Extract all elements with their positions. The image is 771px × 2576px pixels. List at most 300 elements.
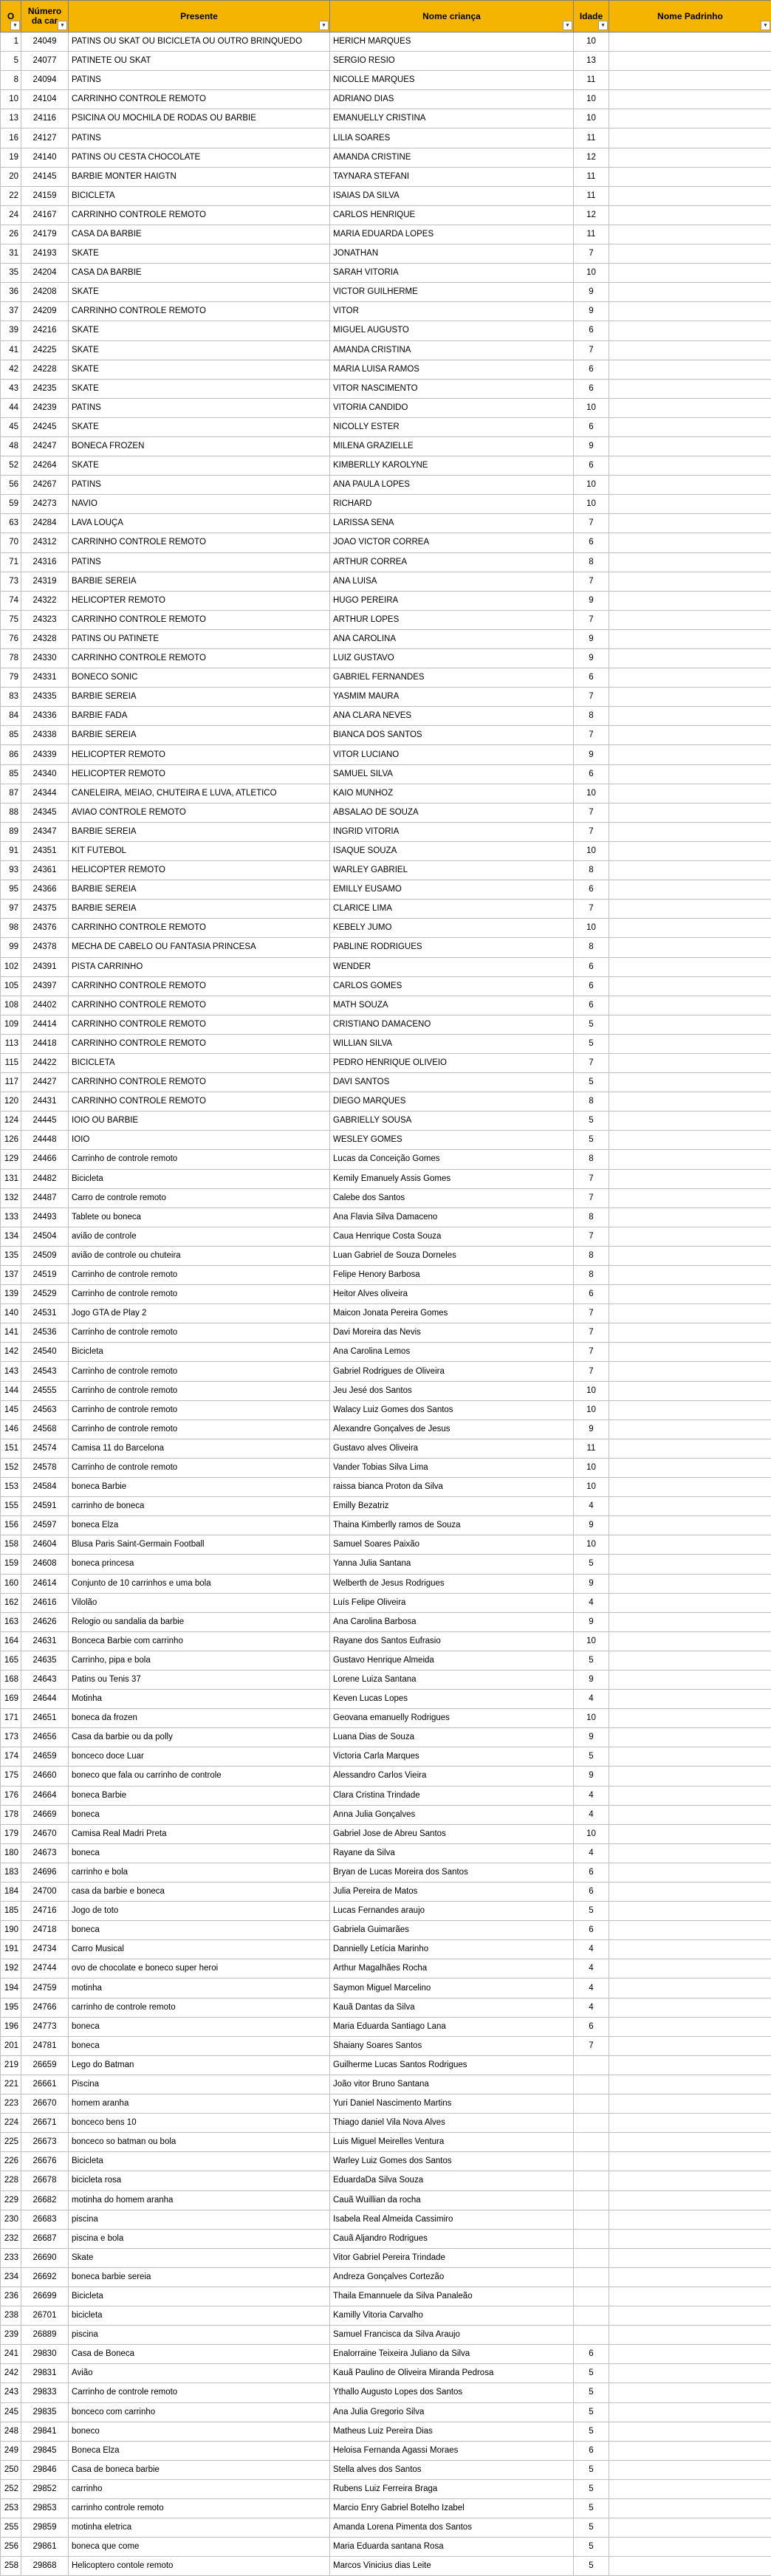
cell-child[interactable]: Maria Eduarda Santiago Lana bbox=[330, 2017, 574, 2036]
cell-godparent[interactable] bbox=[609, 302, 771, 321]
cell-number[interactable]: 24448 bbox=[21, 1131, 69, 1150]
cell-age[interactable]: 11 bbox=[574, 186, 609, 205]
cell-child[interactable]: EMILLY EUSAMO bbox=[330, 880, 574, 900]
cell-gift[interactable]: CARRINHO CONTROLE REMOTO bbox=[69, 649, 330, 668]
cell-godparent[interactable] bbox=[609, 1053, 771, 1072]
cell-order[interactable]: 242 bbox=[1, 2364, 21, 2383]
cell-age[interactable]: 6 bbox=[574, 2345, 609, 2364]
table-row[interactable] bbox=[1, 919, 771, 938]
cell-number[interactable]: 24664 bbox=[21, 1786, 69, 1805]
cell-number[interactable]: 26699 bbox=[21, 2286, 69, 2306]
cell-number[interactable]: 24584 bbox=[21, 1478, 69, 1497]
cell-child[interactable]: DIEGO MARQUES bbox=[330, 1092, 574, 1111]
cell-order[interactable]: 137 bbox=[1, 1266, 21, 1285]
cell-child[interactable]: ANA CAROLINA bbox=[330, 629, 574, 648]
cell-order[interactable]: 140 bbox=[1, 1304, 21, 1323]
cell-godparent[interactable] bbox=[609, 2133, 771, 2152]
cell-gift[interactable]: PSICINA OU MOCHILA DE RODAS OU BARBIE bbox=[69, 109, 330, 129]
cell-godparent[interactable] bbox=[609, 2094, 771, 2114]
cell-order[interactable]: 236 bbox=[1, 2286, 21, 2306]
table-row[interactable] bbox=[1, 225, 771, 244]
cell-age[interactable]: 7 bbox=[574, 688, 609, 707]
cell-age[interactable]: 4 bbox=[574, 1593, 609, 1612]
cell-child[interactable]: Gabriela Guimarães bbox=[330, 1921, 574, 1940]
cell-order[interactable]: 63 bbox=[1, 514, 21, 533]
table-row[interactable] bbox=[1, 1150, 771, 1169]
cell-child[interactable]: Vander Tobias Silva Lima bbox=[330, 1458, 574, 1477]
table-row[interactable] bbox=[1, 2229, 771, 2248]
cell-child[interactable]: WESLEY GOMES bbox=[330, 1131, 574, 1150]
cell-child[interactable]: Ana Carolina Lemos bbox=[330, 1343, 574, 1362]
cell-gift[interactable]: CASA DA BARBIE bbox=[69, 225, 330, 244]
table-row[interactable] bbox=[1, 1092, 771, 1111]
cell-child[interactable]: Matheus Luiz Pereira Dias bbox=[330, 2422, 574, 2441]
cell-godparent[interactable] bbox=[609, 2422, 771, 2441]
cell-child[interactable]: MARIA EDUARDA LOPES bbox=[330, 225, 574, 244]
cell-godparent[interactable] bbox=[609, 1400, 771, 1419]
cell-child[interactable]: LILIA SOARES bbox=[330, 129, 574, 148]
cell-gift[interactable]: PATINS bbox=[69, 129, 330, 148]
cell-order[interactable]: 252 bbox=[1, 2479, 21, 2498]
cell-age[interactable]: 6 bbox=[574, 957, 609, 976]
table-row[interactable] bbox=[1, 2326, 771, 2345]
cell-child[interactable]: BIANCA DOS SANTOS bbox=[330, 726, 574, 745]
cell-gift[interactable]: IOIO bbox=[69, 1131, 330, 1150]
table-row[interactable] bbox=[1, 1767, 771, 1786]
cell-age[interactable]: 6 bbox=[574, 996, 609, 1015]
cell-age[interactable]: 7 bbox=[574, 726, 609, 745]
table-row[interactable] bbox=[1, 1824, 771, 1843]
cell-order[interactable]: 48 bbox=[1, 436, 21, 456]
cell-godparent[interactable] bbox=[609, 533, 771, 552]
cell-number[interactable]: 24391 bbox=[21, 957, 69, 976]
cell-order[interactable]: 176 bbox=[1, 1786, 21, 1805]
cell-age[interactable]: 8 bbox=[574, 1150, 609, 1169]
table-row[interactable] bbox=[1, 514, 771, 533]
table-row[interactable] bbox=[1, 2171, 771, 2190]
cell-age[interactable]: 6 bbox=[574, 2441, 609, 2460]
cell-age[interactable]: 5 bbox=[574, 1111, 609, 1131]
cell-number[interactable]: 24347 bbox=[21, 822, 69, 841]
cell-godparent[interactable] bbox=[609, 129, 771, 148]
cell-gift[interactable]: boneca Barbie bbox=[69, 1786, 330, 1805]
cell-godparent[interactable] bbox=[609, 2210, 771, 2229]
cell-age[interactable]: 6 bbox=[574, 1921, 609, 1940]
cell-order[interactable]: 59 bbox=[1, 495, 21, 514]
cell-gift[interactable]: SKATE bbox=[69, 340, 330, 360]
table-row[interactable] bbox=[1, 495, 771, 514]
cell-age[interactable]: 8 bbox=[574, 552, 609, 572]
cell-number[interactable]: 24127 bbox=[21, 129, 69, 148]
cell-number[interactable]: 24216 bbox=[21, 321, 69, 340]
cell-child[interactable]: Luan Gabriel de Souza Dorneles bbox=[330, 1246, 574, 1265]
cell-number[interactable]: 24094 bbox=[21, 71, 69, 90]
table-row[interactable] bbox=[1, 1169, 771, 1188]
cell-number[interactable]: 24781 bbox=[21, 2036, 69, 2055]
cell-age[interactable]: 4 bbox=[574, 1497, 609, 1516]
cell-godparent[interactable] bbox=[609, 1921, 771, 1940]
cell-godparent[interactable] bbox=[609, 167, 771, 186]
cell-age[interactable]: 7 bbox=[574, 1343, 609, 1362]
cell-child[interactable]: Geovana emanuelly Rodrigues bbox=[330, 1709, 574, 1728]
cell-godparent[interactable] bbox=[609, 1843, 771, 1863]
cell-number[interactable]: 24338 bbox=[21, 726, 69, 745]
cell-age[interactable]: 10 bbox=[574, 919, 609, 938]
cell-order[interactable]: 1 bbox=[1, 32, 21, 52]
cell-child[interactable]: Warley Luiz Gomes dos Santos bbox=[330, 2152, 574, 2171]
cell-order[interactable]: 258 bbox=[1, 2557, 21, 2576]
cell-number[interactable]: 24397 bbox=[21, 976, 69, 996]
cell-child[interactable]: WARLEY GABRIEL bbox=[330, 861, 574, 880]
cell-order[interactable]: 226 bbox=[1, 2152, 21, 2171]
cell-order[interactable]: 249 bbox=[1, 2441, 21, 2460]
cell-gift[interactable]: Patins ou Tenis 37 bbox=[69, 1670, 330, 1689]
cell-child[interactable]: Isabela Real Almeida Cassimiro bbox=[330, 2210, 574, 2229]
cell-order[interactable]: 35 bbox=[1, 264, 21, 283]
cell-order[interactable]: 250 bbox=[1, 2460, 21, 2479]
cell-order[interactable]: 175 bbox=[1, 1767, 21, 1786]
cell-age[interactable]: 7 bbox=[574, 822, 609, 841]
cell-gift[interactable]: CARRINHO CONTROLE REMOTO bbox=[69, 610, 330, 629]
cell-child[interactable]: Calebe dos Santos bbox=[330, 1188, 574, 1208]
table-row[interactable] bbox=[1, 552, 771, 572]
cell-gift[interactable]: boneca bbox=[69, 1805, 330, 1824]
cell-child[interactable]: Gustavo alves Oliveira bbox=[330, 1439, 574, 1458]
cell-godparent[interactable] bbox=[609, 1188, 771, 1208]
cell-age[interactable]: 13 bbox=[574, 52, 609, 71]
table-row[interactable] bbox=[1, 2345, 771, 2364]
cell-number[interactable]: 26673 bbox=[21, 2133, 69, 2152]
cell-order[interactable]: 113 bbox=[1, 1034, 21, 1053]
table-row[interactable] bbox=[1, 2306, 771, 2326]
cell-godparent[interactable] bbox=[609, 417, 771, 436]
cell-order[interactable]: 195 bbox=[1, 1998, 21, 2017]
cell-gift[interactable]: Conjunto de 10 carrinhos e uma bola bbox=[69, 1574, 330, 1593]
cell-godparent[interactable] bbox=[609, 1940, 771, 1959]
cell-order[interactable]: 56 bbox=[1, 476, 21, 495]
cell-godparent[interactable] bbox=[609, 1728, 771, 1747]
cell-godparent[interactable] bbox=[609, 436, 771, 456]
table-row[interactable] bbox=[1, 2479, 771, 2498]
cell-godparent[interactable] bbox=[609, 629, 771, 648]
table-row[interactable] bbox=[1, 1458, 771, 1477]
table-row[interactable] bbox=[1, 302, 771, 321]
cell-gift[interactable]: Carrinho de controle remoto bbox=[69, 1323, 330, 1343]
cell-order[interactable]: 152 bbox=[1, 1458, 21, 1477]
cell-number[interactable]: 26671 bbox=[21, 2114, 69, 2133]
table-row[interactable] bbox=[1, 726, 771, 745]
table-row[interactable] bbox=[1, 2518, 771, 2538]
cell-age[interactable]: 7 bbox=[574, 610, 609, 629]
cell-order[interactable]: 179 bbox=[1, 1824, 21, 1843]
cell-number[interactable]: 29841 bbox=[21, 2422, 69, 2441]
cell-child[interactable]: MILENA GRAZIELLE bbox=[330, 436, 574, 456]
cell-godparent[interactable] bbox=[609, 225, 771, 244]
cell-child[interactable]: NICOLLE MARQUES bbox=[330, 71, 574, 90]
cell-age[interactable]: 8 bbox=[574, 1092, 609, 1111]
cell-gift[interactable]: CARRINHO CONTROLE REMOTO bbox=[69, 205, 330, 225]
cell-child[interactable]: YASMIM MAURA bbox=[330, 688, 574, 707]
table-row[interactable] bbox=[1, 2460, 771, 2479]
cell-age[interactable]: 6 bbox=[574, 321, 609, 340]
cell-order[interactable]: 221 bbox=[1, 2075, 21, 2094]
table-row[interactable] bbox=[1, 1959, 771, 1979]
table-row[interactable] bbox=[1, 1516, 771, 1535]
cell-child[interactable]: Clara Cristina Trindade bbox=[330, 1786, 574, 1805]
cell-number[interactable]: 24555 bbox=[21, 1381, 69, 1400]
cell-order[interactable]: 192 bbox=[1, 1959, 21, 1979]
cell-age[interactable]: 7 bbox=[574, 340, 609, 360]
cell-child[interactable]: Yanna Julia Santana bbox=[330, 1555, 574, 1574]
cell-number[interactable]: 24669 bbox=[21, 1805, 69, 1824]
cell-order[interactable]: 151 bbox=[1, 1439, 21, 1458]
cell-gift[interactable]: SKATE bbox=[69, 417, 330, 436]
cell-godparent[interactable] bbox=[609, 2036, 771, 2055]
header-gift[interactable] bbox=[69, 1, 330, 32]
cell-age[interactable]: 5 bbox=[574, 1555, 609, 1574]
cell-godparent[interactable] bbox=[609, 379, 771, 398]
cell-gift[interactable]: boneca que come bbox=[69, 2538, 330, 2557]
cell-order[interactable]: 91 bbox=[1, 841, 21, 860]
table-row[interactable] bbox=[1, 2441, 771, 2460]
cell-number[interactable]: 24578 bbox=[21, 1458, 69, 1477]
cell-godparent[interactable] bbox=[609, 957, 771, 976]
table-row[interactable] bbox=[1, 1323, 771, 1343]
cell-age[interactable] bbox=[574, 2171, 609, 2190]
cell-godparent[interactable] bbox=[609, 1246, 771, 1265]
table-row[interactable] bbox=[1, 1073, 771, 1092]
cell-godparent[interactable] bbox=[609, 1516, 771, 1535]
cell-godparent[interactable] bbox=[609, 841, 771, 860]
table-row[interactable] bbox=[1, 244, 771, 264]
cell-godparent[interactable] bbox=[609, 1631, 771, 1651]
cell-number[interactable]: 24328 bbox=[21, 629, 69, 648]
cell-gift[interactable]: CARRINHO CONTROLE REMOTO bbox=[69, 996, 330, 1015]
cell-order[interactable]: 117 bbox=[1, 1073, 21, 1092]
cell-age[interactable]: 11 bbox=[574, 225, 609, 244]
cell-order[interactable]: 86 bbox=[1, 745, 21, 764]
cell-child[interactable]: Gabriel Rodrigues de Oliveira bbox=[330, 1362, 574, 1381]
cell-number[interactable]: 24319 bbox=[21, 572, 69, 591]
table-row[interactable] bbox=[1, 2114, 771, 2133]
cell-godparent[interactable] bbox=[609, 52, 771, 71]
cell-order[interactable]: 22 bbox=[1, 186, 21, 205]
cell-age[interactable]: 9 bbox=[574, 436, 609, 456]
cell-gift[interactable]: Carrinho de controle remoto bbox=[69, 1458, 330, 1477]
cell-age[interactable] bbox=[574, 2306, 609, 2326]
cell-godparent[interactable] bbox=[609, 1747, 771, 1767]
table-row[interactable] bbox=[1, 456, 771, 476]
cell-age[interactable] bbox=[574, 2326, 609, 2345]
cell-order[interactable]: 141 bbox=[1, 1323, 21, 1343]
cell-age[interactable]: 4 bbox=[574, 1979, 609, 1998]
table-row[interactable] bbox=[1, 476, 771, 495]
filter-dropdown-icon[interactable]: ▾ bbox=[761, 21, 770, 30]
cell-godparent[interactable] bbox=[609, 2286, 771, 2306]
cell-number[interactable]: 24529 bbox=[21, 1285, 69, 1304]
cell-godparent[interactable] bbox=[609, 1593, 771, 1612]
cell-godparent[interactable] bbox=[609, 2248, 771, 2267]
cell-number[interactable]: 24487 bbox=[21, 1188, 69, 1208]
table-row[interactable] bbox=[1, 1535, 771, 1555]
cell-age[interactable]: 5 bbox=[574, 1651, 609, 1670]
cell-gift[interactable]: SKATE bbox=[69, 360, 330, 379]
cell-godparent[interactable] bbox=[609, 1709, 771, 1728]
table-row[interactable] bbox=[1, 1034, 771, 1053]
cell-godparent[interactable] bbox=[609, 610, 771, 629]
table-row[interactable] bbox=[1, 649, 771, 668]
cell-number[interactable]: 24247 bbox=[21, 436, 69, 456]
cell-age[interactable] bbox=[574, 2248, 609, 2267]
cell-godparent[interactable] bbox=[609, 764, 771, 784]
cell-order[interactable]: 153 bbox=[1, 1478, 21, 1497]
cell-order[interactable]: 145 bbox=[1, 1400, 21, 1419]
cell-child[interactable]: Stella alves dos Santos bbox=[330, 2460, 574, 2479]
cell-gift[interactable]: BARBIE SEREIA bbox=[69, 822, 330, 841]
cell-gift[interactable]: avião de controle bbox=[69, 1227, 330, 1246]
cell-gift[interactable]: SKATE bbox=[69, 379, 330, 398]
cell-number[interactable]: 24140 bbox=[21, 148, 69, 167]
cell-number[interactable]: 29859 bbox=[21, 2518, 69, 2538]
cell-gift[interactable]: PATINS bbox=[69, 398, 330, 417]
cell-number[interactable]: 26676 bbox=[21, 2152, 69, 2171]
cell-order[interactable]: 143 bbox=[1, 1362, 21, 1381]
table-row[interactable] bbox=[1, 1227, 771, 1246]
cell-godparent[interactable] bbox=[609, 456, 771, 476]
cell-child[interactable]: HERICH MARQUES bbox=[330, 32, 574, 52]
table-row[interactable] bbox=[1, 1690, 771, 1709]
cell-number[interactable]: 26682 bbox=[21, 2190, 69, 2210]
cell-godparent[interactable] bbox=[609, 1786, 771, 1805]
table-row[interactable] bbox=[1, 1362, 771, 1381]
cell-number[interactable]: 24644 bbox=[21, 1690, 69, 1709]
cell-gift[interactable]: CARRINHO CONTROLE REMOTO bbox=[69, 1092, 330, 1111]
cell-age[interactable]: 8 bbox=[574, 1266, 609, 1285]
cell-gift[interactable]: Boneca Elza bbox=[69, 2441, 330, 2460]
cell-number[interactable]: 24608 bbox=[21, 1555, 69, 1574]
cell-order[interactable]: 201 bbox=[1, 2036, 21, 2055]
table-row[interactable] bbox=[1, 1651, 771, 1670]
cell-order[interactable]: 185 bbox=[1, 1902, 21, 1921]
cell-gift[interactable]: Helicoptero contole remoto bbox=[69, 2557, 330, 2576]
cell-child[interactable]: KEBELY JUMO bbox=[330, 919, 574, 938]
cell-child[interactable]: Thiago daniel Vila Nova Alves bbox=[330, 2114, 574, 2133]
cell-number[interactable]: 24673 bbox=[21, 1843, 69, 1863]
cell-number[interactable]: 29835 bbox=[21, 2402, 69, 2422]
cell-age[interactable] bbox=[574, 2190, 609, 2210]
cell-number[interactable]: 24264 bbox=[21, 456, 69, 476]
cell-order[interactable]: 131 bbox=[1, 1169, 21, 1188]
cell-godparent[interactable] bbox=[609, 784, 771, 803]
cell-godparent[interactable] bbox=[609, 1266, 771, 1285]
cell-age[interactable]: 6 bbox=[574, 417, 609, 436]
cell-age[interactable]: 7 bbox=[574, 900, 609, 919]
table-row[interactable] bbox=[1, 436, 771, 456]
cell-order[interactable]: 155 bbox=[1, 1497, 21, 1516]
cell-order[interactable]: 126 bbox=[1, 1131, 21, 1150]
table-row[interactable] bbox=[1, 264, 771, 283]
cell-order[interactable]: 109 bbox=[1, 1015, 21, 1034]
table-row[interactable] bbox=[1, 2133, 771, 2152]
filter-dropdown-icon[interactable]: ▾ bbox=[10, 21, 20, 30]
cell-godparent[interactable] bbox=[609, 2152, 771, 2171]
cell-gift[interactable]: BICICLETA bbox=[69, 186, 330, 205]
cell-number[interactable]: 24759 bbox=[21, 1979, 69, 1998]
cell-order[interactable]: 95 bbox=[1, 880, 21, 900]
cell-gift[interactable]: boneca da frozen bbox=[69, 1709, 330, 1728]
table-row[interactable] bbox=[1, 2383, 771, 2402]
cell-gift[interactable]: Carrinho de controle remoto bbox=[69, 1150, 330, 1169]
cell-godparent[interactable] bbox=[609, 1824, 771, 1843]
cell-gift[interactable]: BONECO SONIC bbox=[69, 668, 330, 688]
cell-age[interactable]: 7 bbox=[574, 803, 609, 822]
cell-number[interactable]: 24568 bbox=[21, 1419, 69, 1439]
cell-child[interactable]: SARAH VITORIA bbox=[330, 264, 574, 283]
cell-age[interactable]: 9 bbox=[574, 1670, 609, 1689]
cell-age[interactable]: 7 bbox=[574, 1304, 609, 1323]
cell-godparent[interactable] bbox=[609, 900, 771, 919]
cell-age[interactable]: 5 bbox=[574, 2402, 609, 2422]
cell-child[interactable]: Lorene Luiza Santana bbox=[330, 1670, 574, 1689]
cell-order[interactable]: 178 bbox=[1, 1805, 21, 1824]
cell-age[interactable]: 7 bbox=[574, 1188, 609, 1208]
cell-number[interactable]: 26889 bbox=[21, 2326, 69, 2345]
cell-gift[interactable]: Casa de Boneca bbox=[69, 2345, 330, 2364]
cell-number[interactable]: 24225 bbox=[21, 340, 69, 360]
cell-child[interactable]: Alessandro Carlos Vieira bbox=[330, 1767, 574, 1786]
cell-child[interactable]: Dannielly Letícia Marinho bbox=[330, 1940, 574, 1959]
cell-godparent[interactable] bbox=[609, 1767, 771, 1786]
cell-number[interactable]: 29861 bbox=[21, 2538, 69, 2557]
table-row[interactable] bbox=[1, 1555, 771, 1574]
cell-age[interactable]: 6 bbox=[574, 360, 609, 379]
cell-godparent[interactable] bbox=[609, 398, 771, 417]
cell-godparent[interactable] bbox=[609, 1285, 771, 1304]
cell-number[interactable]: 24323 bbox=[21, 610, 69, 629]
header-number[interactable] bbox=[21, 1, 69, 32]
table-row[interactable] bbox=[1, 1246, 771, 1265]
cell-order[interactable]: 120 bbox=[1, 1092, 21, 1111]
cell-child[interactable]: Victoria Carla Marques bbox=[330, 1747, 574, 1767]
cell-number[interactable]: 24375 bbox=[21, 900, 69, 919]
cell-godparent[interactable] bbox=[609, 688, 771, 707]
cell-number[interactable]: 26670 bbox=[21, 2094, 69, 2114]
cell-child[interactable]: ABSALAO DE SOUZA bbox=[330, 803, 574, 822]
cell-godparent[interactable] bbox=[609, 1343, 771, 1362]
cell-age[interactable]: 4 bbox=[574, 1805, 609, 1824]
cell-child[interactable]: ISAIAS DA SILVA bbox=[330, 186, 574, 205]
table-row[interactable] bbox=[1, 668, 771, 688]
cell-age[interactable]: 9 bbox=[574, 283, 609, 302]
cell-order[interactable]: 228 bbox=[1, 2171, 21, 2190]
cell-age[interactable]: 4 bbox=[574, 1998, 609, 2017]
cell-order[interactable]: 229 bbox=[1, 2190, 21, 2210]
cell-godparent[interactable] bbox=[609, 1863, 771, 1882]
cell-order[interactable]: 75 bbox=[1, 610, 21, 629]
cell-order[interactable]: 135 bbox=[1, 1246, 21, 1265]
cell-number[interactable]: 24312 bbox=[21, 533, 69, 552]
table-row[interactable] bbox=[1, 2094, 771, 2114]
cell-order[interactable]: 115 bbox=[1, 1053, 21, 1072]
header-order[interactable] bbox=[1, 1, 21, 32]
cell-number[interactable]: 24336 bbox=[21, 707, 69, 726]
cell-number[interactable]: 24591 bbox=[21, 1497, 69, 1516]
cell-number[interactable]: 24339 bbox=[21, 745, 69, 764]
cell-number[interactable]: 24049 bbox=[21, 32, 69, 52]
cell-gift[interactable]: boneca bbox=[69, 2036, 330, 2055]
cell-order[interactable]: 13 bbox=[1, 109, 21, 129]
cell-gift[interactable]: HELICOPTER REMOTO bbox=[69, 764, 330, 784]
